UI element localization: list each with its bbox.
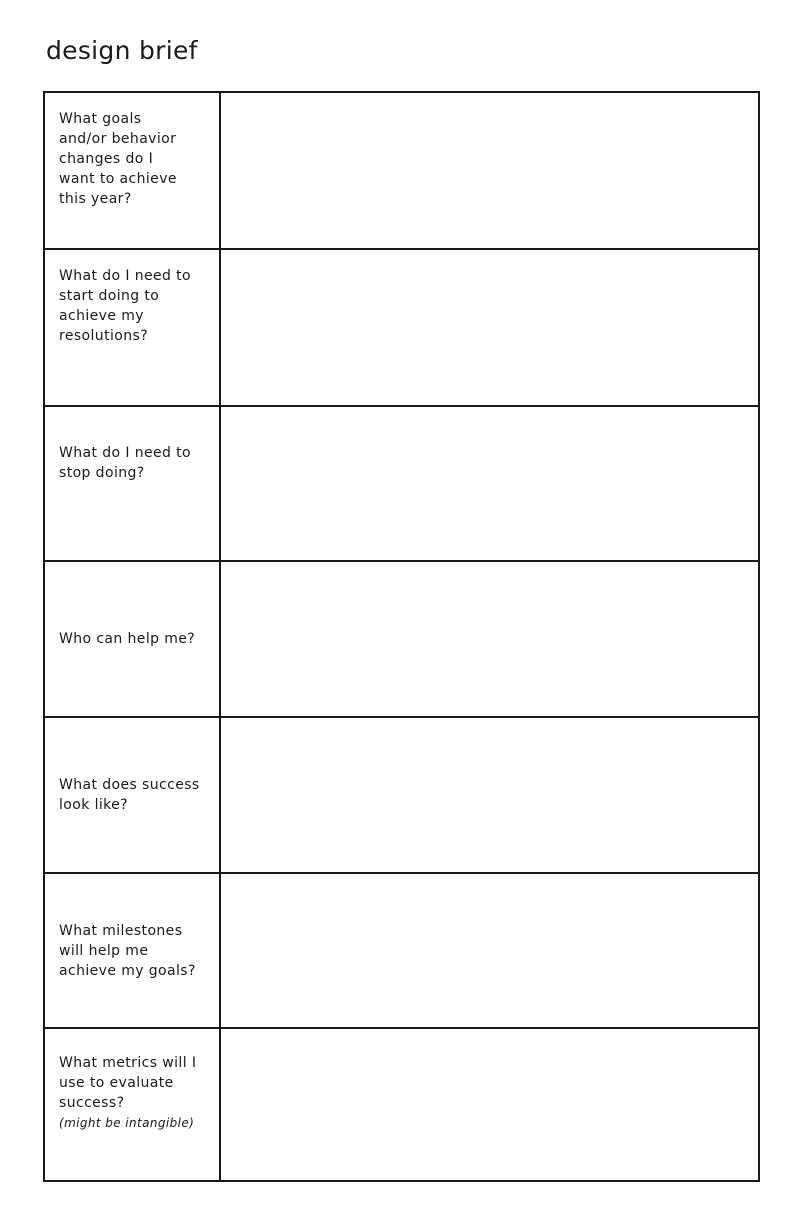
design-brief-table (43, 91, 760, 1182)
answer-cell-success[interactable] (221, 718, 758, 872)
brief-row-stop-doing (45, 405, 758, 560)
row-label (45, 562, 221, 716)
brief-row-goals (45, 93, 758, 248)
row-label (45, 407, 221, 560)
question-start-doing: What do I need to start doing to achieve my resolutions? (59, 268, 192, 344)
question-goals: What goals and/or behavior changes do I want to achieve this year? (59, 111, 177, 207)
answer-cell-milestones[interactable] (221, 874, 758, 1027)
row-label (45, 93, 221, 248)
brief-row-metrics (45, 1027, 758, 1180)
brief-row-help (45, 560, 758, 716)
answer-cell-help[interactable] (221, 562, 758, 716)
question-help: Who can help me? (59, 631, 196, 647)
answer-cell-start-doing[interactable] (221, 250, 758, 405)
row-label (45, 874, 221, 1027)
question-success: What does success look like? (59, 777, 200, 813)
question-metrics-note: (might be intangible) (59, 1116, 195, 1130)
brief-row-start-doing (45, 248, 758, 405)
brief-row-milestones (45, 872, 758, 1027)
answer-cell-goals[interactable] (221, 93, 758, 248)
question-stop-doing: What do I need to stop doing? (59, 445, 192, 481)
question-metrics: What metrics will I use to evaluate success? (59, 1055, 197, 1111)
page-title: design brief (46, 36, 198, 65)
row-label (45, 250, 221, 405)
answer-cell-metrics[interactable] (221, 1029, 758, 1180)
row-label (45, 1029, 221, 1180)
answer-cell-stop-doing[interactable] (221, 407, 758, 560)
question-milestones: What milestones will help me achieve my goals? (59, 922, 196, 979)
brief-row-success (45, 716, 758, 872)
row-label (45, 718, 221, 872)
